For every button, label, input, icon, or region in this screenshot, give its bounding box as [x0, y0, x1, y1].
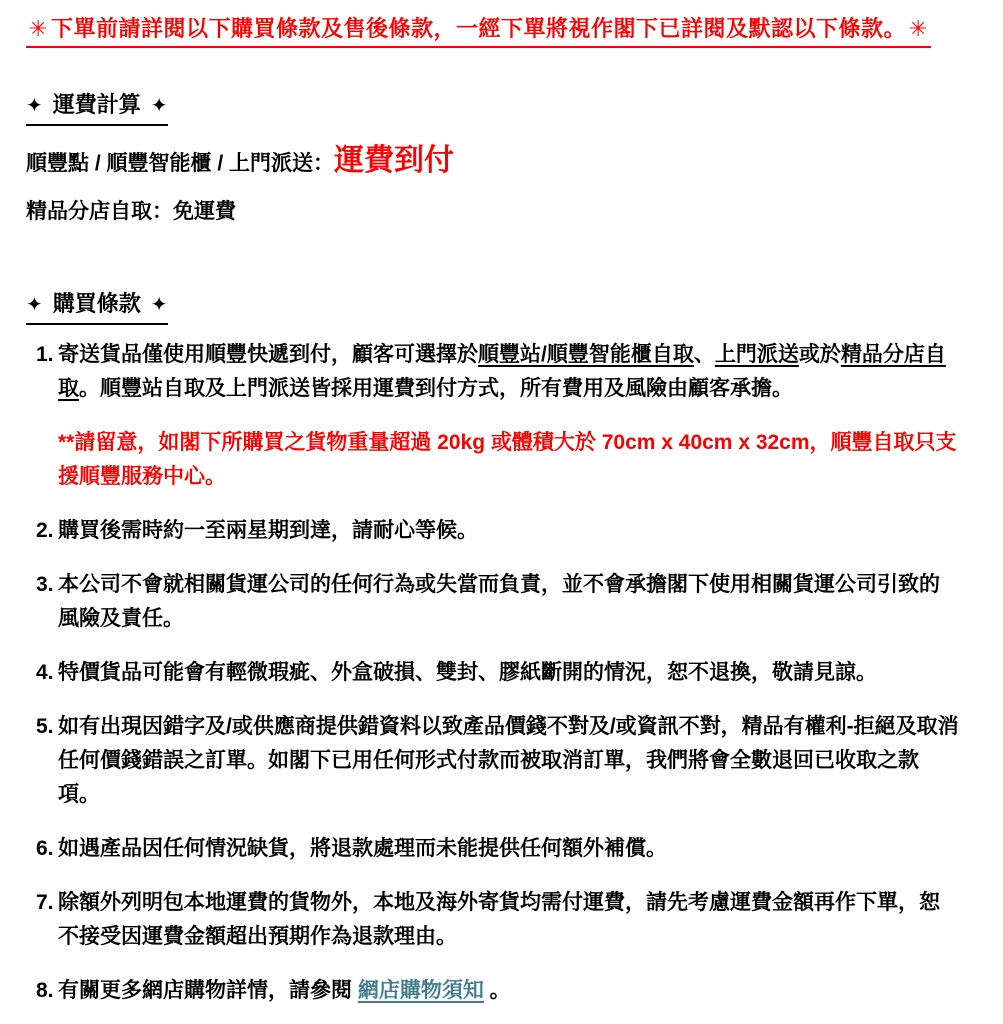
pre-order-warning-text: 下單前請詳閱以下購買條款及售後條款，一經下單將視作閣下已詳閱及默認以下條款。 — [50, 16, 906, 41]
shipping-methods-line — [26, 142, 960, 183]
term-item-1-text — [58, 343, 946, 400]
term-text-part: 。順豐站自取及上門派送皆採用運費到付方式，所有費用及風險由顧客承擔。 — [79, 377, 793, 400]
term-item-5 — [26, 710, 960, 812]
term-text-underlined: 精品分店自取 — [58, 343, 946, 400]
list-number: 8. — [36, 979, 54, 1002]
term-item-5-text: 如有出現因錯字及/或供應商提供錯資料以致產品價錢不對及/或資訊不對，精品有權利-拒絕及取消任何價錢錯誤之訂單。如閣下已用任何形式付款而被取消訂單，我們將會全數退回已收取之款項。 — [58, 715, 959, 806]
weight-size-limit-note: **請留意，如閣下所購買之貨物重量超過 20kg 或體積大於 70cm x 40cm x 32cm，順豐自取只支援順豐服務中心。 — [58, 431, 957, 488]
list-number: 4. — [36, 661, 54, 684]
four-pointed-star-icon: ✦ — [26, 95, 43, 117]
freight-collect-value: 運費到付 — [334, 144, 455, 177]
list-number: 2. — [36, 519, 54, 542]
purchase-terms-list — [26, 338, 960, 1008]
purchase-terms-title-label: 購買條款 — [52, 291, 141, 316]
term-item-8 — [26, 974, 960, 1008]
term-text-part: 寄送貨品僅使用順豐快遞到付，顧客可選擇於 — [58, 343, 478, 366]
list-number: 5. — [36, 715, 54, 738]
term-text-part: 、 — [693, 343, 715, 366]
purchase-terms-section-title — [26, 289, 168, 325]
term-item-2-text: 購買後需時約一至兩星期到達，請耐心等候。 — [58, 519, 478, 542]
list-number: 1. — [36, 343, 54, 366]
term-item-2 — [26, 514, 960, 548]
shipping-methods-label: 順豐點 / 順豐智能櫃 / 上門派送： — [26, 152, 335, 175]
list-number: 7. — [36, 891, 54, 914]
term-item-7-text: 除額外列明包本地運費的貨物外，本地及海外寄貨均需付運費，請先考慮運費金額再作下單，恕不接受因運費金額超出預期作為退款理由。 — [58, 891, 940, 948]
asterisk-icon: ✳ — [908, 16, 928, 41]
term-item-1 — [26, 338, 960, 494]
term-text-underlined: 上門派送 — [714, 343, 799, 366]
term-text-part: 或於 — [798, 343, 841, 366]
term-item-4 — [26, 656, 960, 690]
online-store-guide-link[interactable]: 網店購物須知 — [357, 979, 484, 1002]
shipping-fee-title-label: 運費計算 — [52, 92, 141, 117]
term-item-6-text: 如遇產品因任何情況缺貨，將退款處理而未能提供任何額外補償。 — [58, 837, 667, 860]
list-number: 3. — [36, 573, 54, 596]
term-item-6 — [26, 832, 960, 866]
list-number: 6. — [36, 837, 54, 860]
store-pickup-line: 精品分店自取：免運費 — [26, 200, 236, 223]
term-item-3-text: 本公司不會就相關貨運公司的任何行為或失當而負責，並不會承擔閣下使用相關貨運公司引致的風險及責任。 — [58, 573, 940, 630]
term-text-underlined: 順豐站/順豐智能櫃自取 — [478, 343, 694, 366]
shipping-fee-section-title — [26, 90, 168, 126]
pre-order-warning — [26, 14, 931, 48]
term-item-8-text — [58, 979, 511, 1002]
four-pointed-star-icon: ✦ — [150, 294, 168, 316]
term-item-3 — [26, 568, 960, 636]
term-item-4-text: 特價貨品可能會有輕微瑕疵、外盒破損、雙封、膠紙斷開的情況，恕不退換，敬請見諒。 — [58, 661, 877, 684]
term-text-part: 有關更多網店購物詳情，請參閱 — [58, 979, 358, 1002]
four-pointed-star-icon: ✦ — [150, 95, 168, 117]
term-text-part: 。 — [483, 979, 511, 1002]
asterisk-icon: ✳ — [29, 16, 48, 41]
term-item-7 — [26, 886, 960, 954]
four-pointed-star-icon: ✦ — [26, 294, 43, 316]
